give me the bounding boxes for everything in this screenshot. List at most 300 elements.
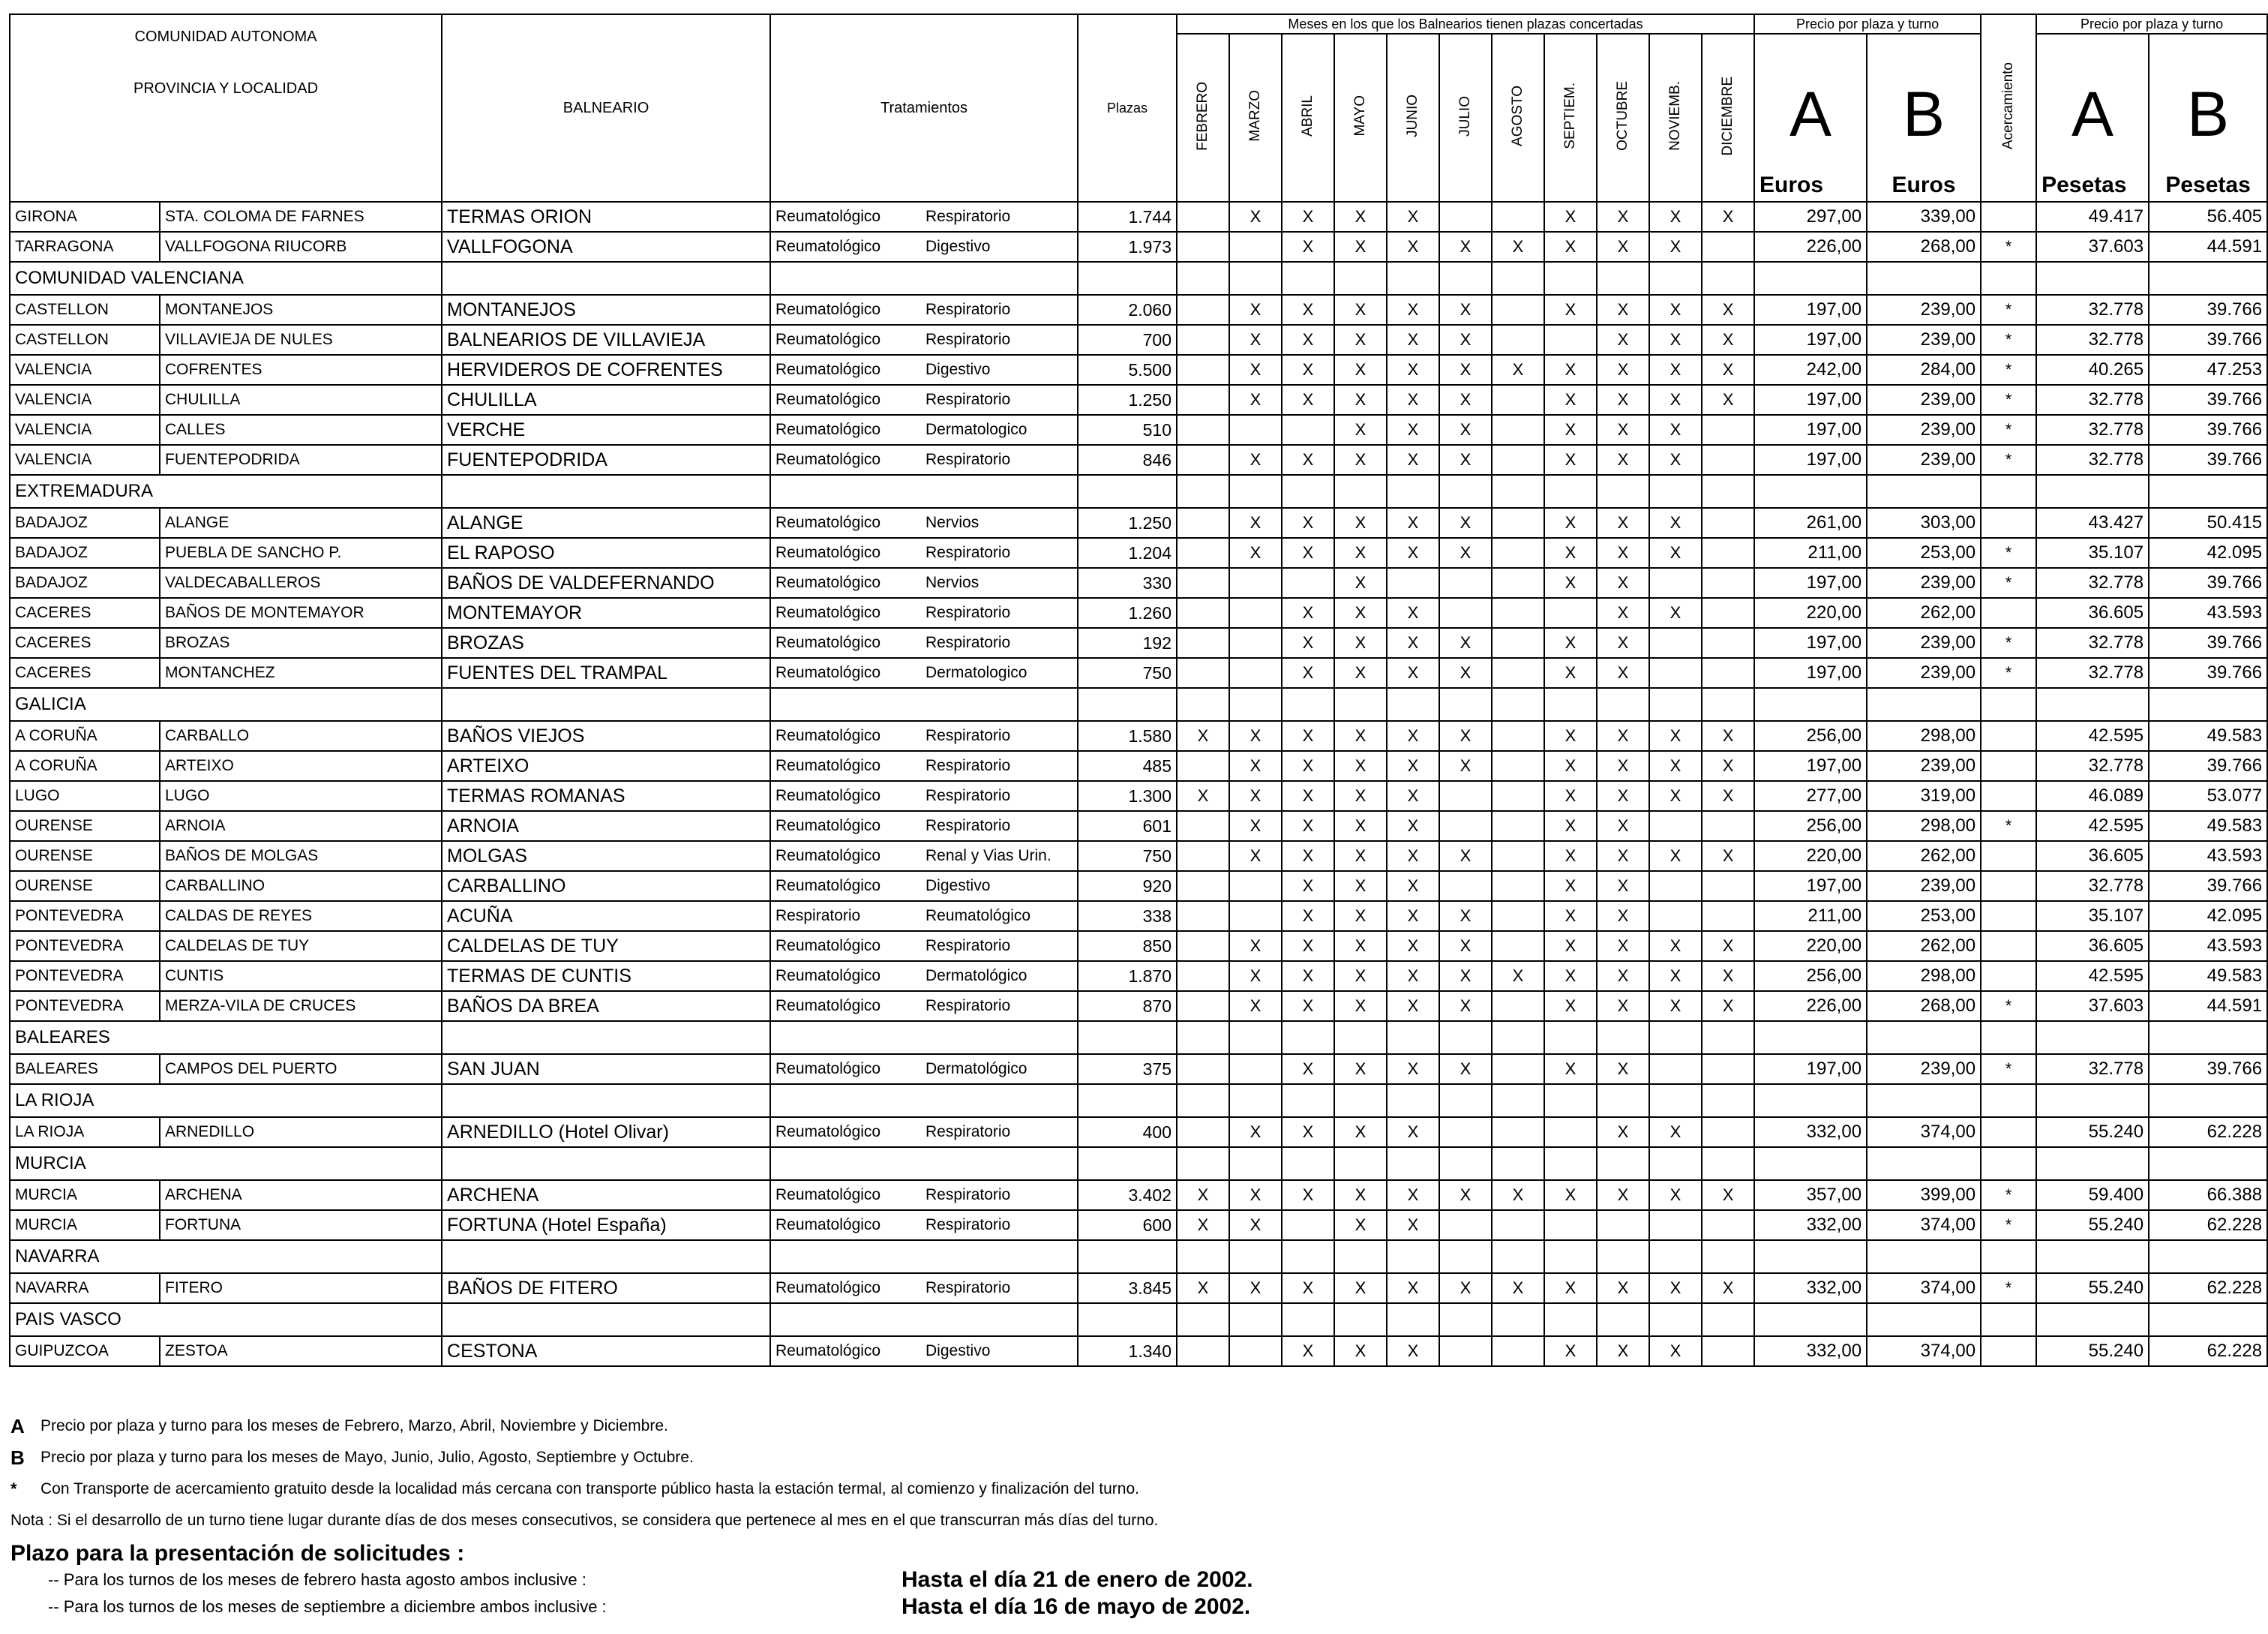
month-mark-octubre: X — [1597, 841, 1649, 871]
balneario-cell: FORTUNA (Hotel España) — [442, 1210, 770, 1240]
price-b-euros: 298,00 — [1867, 961, 1981, 991]
month-mark-mayo: X — [1334, 598, 1387, 628]
note-general — [10, 1505, 2238, 1536]
month-mark-octubre: X — [1597, 628, 1649, 658]
price-a-pesetas: 32.778 — [2036, 325, 2149, 355]
plazas-cell: 600 — [1078, 1210, 1177, 1240]
month-mark-agosto — [1492, 1336, 1544, 1366]
month-mark-febrero — [1177, 508, 1229, 538]
tratamientos-cell — [770, 751, 1078, 781]
tratamientos-cell — [770, 991, 1078, 1021]
price-b-pesetas: 39.766 — [2149, 658, 2267, 688]
price-a-pesetas: 32.778 — [2036, 295, 2149, 325]
empty-cell — [1439, 262, 1492, 295]
empty-cell — [1544, 1021, 1597, 1054]
month-mark-abril: X — [1282, 232, 1334, 262]
region-row — [10, 688, 2267, 721]
month-mark-marzo: X — [1229, 325, 1282, 355]
provincia-cell: VALENCIA — [10, 355, 160, 385]
month-mark-octubre: X — [1597, 751, 1649, 781]
empty-cell — [2036, 1021, 2149, 1054]
month-mark-abril: X — [1282, 781, 1334, 811]
price-b-pesetas: 62.228 — [2149, 1210, 2267, 1240]
empty-cell — [2149, 688, 2267, 721]
month-mark-abril: X — [1282, 325, 1334, 355]
month-mark-agosto — [1492, 385, 1544, 415]
plazas-cell: 700 — [1078, 325, 1177, 355]
tratamientos-cell — [770, 628, 1078, 658]
tratamientos-cell — [770, 445, 1078, 475]
empty-cell — [1492, 1021, 1544, 1054]
month-mark-noviemb: X — [1649, 445, 1702, 475]
price-a-euros: 197,00 — [1754, 1054, 1867, 1084]
price-a-euros: 332,00 — [1754, 1336, 1867, 1366]
note-b-text: Precio por plaza y turno para los meses de Mayo, Junio, Julio, Agosto, Septiembre y Octubre. — [40, 1449, 694, 1466]
month-mark-octubre: X — [1597, 811, 1649, 841]
price-a-euros: 197,00 — [1754, 415, 1867, 445]
acercamiento-cell: * — [1981, 325, 2036, 355]
month-mark-junio — [1387, 568, 1439, 598]
empty-cell — [770, 1147, 1078, 1180]
empty-cell — [1282, 1147, 1334, 1180]
month-mark-febrero — [1177, 202, 1229, 232]
month-mark-noviemb: X — [1649, 751, 1702, 781]
month-mark-julio: X — [1439, 628, 1492, 658]
header-price-b-euros — [1867, 34, 1981, 202]
month-mark-febrero — [1177, 385, 1229, 415]
month-mark-agosto — [1492, 1117, 1544, 1147]
empty-cell — [1867, 1084, 1981, 1117]
month-mark-marzo: X — [1229, 295, 1282, 325]
empty-cell — [2149, 1240, 2267, 1273]
month-mark-julio: X — [1439, 445, 1492, 475]
month-mark-noviemb: X — [1649, 295, 1702, 325]
empty-cell — [770, 1021, 1078, 1054]
empty-cell — [2036, 1147, 2149, 1180]
month-mark-octubre: X — [1597, 1054, 1649, 1084]
tratamiento-2: Dermatológico — [926, 967, 1028, 984]
balnearios-table — [9, 14, 2268, 1367]
header-a: A — [2072, 79, 2114, 149]
provincia-cell: GIRONA — [10, 202, 160, 232]
month-mark-noviemb — [1649, 1210, 1702, 1240]
localidad-cell: VALDECABALLEROS — [160, 568, 442, 598]
plazas-cell: 1.973 — [1078, 232, 1177, 262]
price-a-pesetas: 42.595 — [2036, 721, 2149, 751]
empty-cell — [1229, 475, 1282, 508]
month-mark-diciembre: X — [1702, 355, 1754, 385]
plazas-cell: 5.500 — [1078, 355, 1177, 385]
price-a-euros: 226,00 — [1754, 232, 1867, 262]
header-pesetas: Pesetas — [2042, 173, 2127, 197]
header-euros: Euros — [1892, 173, 1956, 197]
localidad-cell: CALLES — [160, 415, 442, 445]
month-mark-diciembre: X — [1702, 991, 1754, 1021]
header-month-label: OCTUBRE — [1615, 81, 1631, 151]
price-a-euros: 261,00 — [1754, 508, 1867, 538]
table-row — [10, 901, 2267, 931]
month-mark-noviemb — [1649, 811, 1702, 841]
empty-cell — [1597, 475, 1649, 508]
month-mark-febrero — [1177, 598, 1229, 628]
tratamiento-2: Respiratorio — [926, 1123, 1011, 1140]
empty-cell — [1078, 1303, 1177, 1336]
month-mark-abril — [1282, 568, 1334, 598]
price-b-euros: 239,00 — [1867, 415, 1981, 445]
month-mark-septiem: X — [1544, 568, 1597, 598]
month-mark-octubre: X — [1597, 1273, 1649, 1303]
month-mark-diciembre — [1702, 538, 1754, 568]
localidad-cell: FORTUNA — [160, 1210, 442, 1240]
empty-cell — [1078, 1021, 1177, 1054]
tratamientos-cell — [770, 1336, 1078, 1366]
month-mark-noviemb: X — [1649, 1117, 1702, 1147]
header-precio-euros: Precio por plaza y turno — [1754, 14, 1981, 34]
plazas-cell: 1.744 — [1078, 202, 1177, 232]
provincia-cell: LUGO — [10, 781, 160, 811]
provincia-cell: A CORUÑA — [10, 751, 160, 781]
tratamientos-cell — [770, 1117, 1078, 1147]
deadline-2 — [10, 1593, 2238, 1620]
month-mark-octubre: X — [1597, 508, 1649, 538]
empty-cell — [1387, 1021, 1439, 1054]
empty-cell — [1867, 1240, 1981, 1273]
month-mark-febrero: X — [1177, 1210, 1229, 1240]
price-b-euros: 239,00 — [1867, 568, 1981, 598]
tratamiento-1: Reumatológico — [776, 1342, 881, 1359]
month-mark-marzo — [1229, 232, 1282, 262]
empty-cell — [1981, 262, 2036, 295]
price-a-pesetas: 36.605 — [2036, 931, 2149, 961]
acercamiento-cell: * — [1981, 445, 2036, 475]
empty-cell — [2036, 475, 2149, 508]
tratamiento-1: Reumatológico — [776, 1216, 881, 1233]
empty-cell — [1334, 1084, 1387, 1117]
tratamientos-cell — [770, 508, 1078, 538]
price-a-euros: 197,00 — [1754, 658, 1867, 688]
empty-cell — [1754, 1240, 1867, 1273]
month-mark-diciembre — [1702, 1054, 1754, 1084]
month-mark-abril: X — [1282, 811, 1334, 841]
header-acercamiento-label: Acercamiento — [2000, 62, 2017, 150]
empty-cell — [1702, 1303, 1754, 1336]
provincia-cell: CASTELLON — [10, 295, 160, 325]
month-mark-abril: X — [1282, 721, 1334, 751]
empty-cell — [1334, 688, 1387, 721]
month-mark-agosto — [1492, 658, 1544, 688]
balneario-cell: ARNOIA — [442, 811, 770, 841]
month-mark-abril: X — [1282, 901, 1334, 931]
plazas-cell: 1.250 — [1078, 508, 1177, 538]
month-mark-octubre: X — [1597, 445, 1649, 475]
table-row — [10, 628, 2267, 658]
month-mark-marzo: X — [1229, 1117, 1282, 1147]
plazas-cell: 1.204 — [1078, 538, 1177, 568]
month-mark-agosto — [1492, 628, 1544, 658]
table-row — [10, 871, 2267, 901]
empty-cell — [1754, 688, 1867, 721]
note-star-key: * — [10, 1479, 17, 1498]
tratamiento-2: Respiratorio — [926, 331, 1011, 348]
month-mark-mayo: X — [1334, 385, 1387, 415]
price-a-pesetas: 42.595 — [2036, 961, 2149, 991]
deadline-1 — [10, 1566, 2238, 1593]
empty-cell — [1492, 1303, 1544, 1336]
tratamiento-1: Reumatológico — [776, 787, 881, 804]
month-mark-julio: X — [1439, 658, 1492, 688]
empty-cell — [442, 688, 770, 721]
empty-cell — [1177, 1240, 1229, 1273]
month-mark-agosto — [1492, 901, 1544, 931]
month-mark-diciembre: X — [1702, 202, 1754, 232]
table-row — [10, 325, 2267, 355]
month-mark-agosto — [1492, 781, 1544, 811]
table-row — [10, 841, 2267, 871]
acercamiento-cell — [1981, 598, 2036, 628]
month-mark-febrero — [1177, 658, 1229, 688]
tratamiento-1: Reumatológico — [776, 361, 881, 378]
header-month-label: JULIO — [1457, 95, 1474, 137]
header-month-label: JUNIO — [1405, 95, 1421, 137]
price-b-euros: 239,00 — [1867, 295, 1981, 325]
month-mark-agosto — [1492, 841, 1544, 871]
acercamiento-cell — [1981, 871, 2036, 901]
month-mark-diciembre: X — [1702, 325, 1754, 355]
header-balneario: BALNEARIO — [442, 14, 770, 202]
header-b: B — [2187, 79, 2230, 149]
empty-cell — [1544, 1084, 1597, 1117]
header-price-a-pesetas — [2036, 34, 2149, 202]
acercamiento-cell: * — [1981, 1180, 2036, 1210]
empty-cell — [1078, 1084, 1177, 1117]
month-mark-febrero — [1177, 751, 1229, 781]
price-a-pesetas: 32.778 — [2036, 568, 2149, 598]
header-b: B — [1903, 79, 1946, 149]
price-a-pesetas: 36.605 — [2036, 841, 2149, 871]
acercamiento-cell — [1981, 721, 2036, 751]
price-a-euros: 220,00 — [1754, 598, 1867, 628]
acercamiento-cell — [1981, 751, 2036, 781]
month-mark-julio: X — [1439, 325, 1492, 355]
empty-cell — [1177, 1084, 1229, 1117]
month-mark-agosto — [1492, 598, 1544, 628]
acercamiento-cell — [1981, 1336, 2036, 1366]
month-mark-febrero — [1177, 538, 1229, 568]
header-month-7 — [1544, 34, 1597, 202]
price-a-euros: 332,00 — [1754, 1273, 1867, 1303]
price-b-pesetas: 39.766 — [2149, 325, 2267, 355]
tratamientos-cell — [770, 871, 1078, 901]
balneario-cell: BAÑOS VIEJOS — [442, 721, 770, 751]
month-mark-marzo: X — [1229, 1210, 1282, 1240]
empty-cell — [1387, 1303, 1439, 1336]
region-row — [10, 1240, 2267, 1273]
month-mark-junio: X — [1387, 991, 1439, 1021]
price-b-pesetas: 39.766 — [2149, 751, 2267, 781]
month-mark-octubre: X — [1597, 871, 1649, 901]
month-mark-noviemb: X — [1649, 415, 1702, 445]
empty-cell — [1492, 1147, 1544, 1180]
localidad-cell: PUEBLA DE SANCHO P. — [160, 538, 442, 568]
price-a-pesetas: 35.107 — [2036, 901, 2149, 931]
plazas-cell: 3.402 — [1078, 1180, 1177, 1210]
header-month-6 — [1492, 34, 1544, 202]
empty-cell — [1177, 1021, 1229, 1054]
empty-cell — [1754, 1147, 1867, 1180]
empty-cell — [1229, 688, 1282, 721]
price-b-pesetas: 50.415 — [2149, 508, 2267, 538]
empty-cell — [1177, 262, 1229, 295]
empty-cell — [1754, 1084, 1867, 1117]
provincia-cell: CACERES — [10, 658, 160, 688]
price-a-euros: 332,00 — [1754, 1210, 1867, 1240]
empty-cell — [1597, 688, 1649, 721]
month-mark-junio: X — [1387, 871, 1439, 901]
month-mark-junio: X — [1387, 232, 1439, 262]
table-row — [10, 751, 2267, 781]
month-mark-septiem: X — [1544, 508, 1597, 538]
empty-cell — [1492, 688, 1544, 721]
month-mark-febrero: X — [1177, 781, 1229, 811]
table-row — [10, 1054, 2267, 1084]
month-mark-abril: X — [1282, 355, 1334, 385]
note-star — [10, 1473, 2238, 1505]
month-mark-noviemb: X — [1649, 1336, 1702, 1366]
empty-cell — [442, 1021, 770, 1054]
month-mark-mayo: X — [1334, 1336, 1387, 1366]
month-mark-marzo: X — [1229, 811, 1282, 841]
month-mark-noviemb: X — [1649, 1273, 1702, 1303]
month-mark-febrero — [1177, 901, 1229, 931]
empty-cell — [2149, 1303, 2267, 1336]
month-mark-mayo: X — [1334, 1117, 1387, 1147]
empty-cell — [1544, 1303, 1597, 1336]
price-a-euros: 297,00 — [1754, 202, 1867, 232]
month-mark-junio: X — [1387, 445, 1439, 475]
month-mark-marzo — [1229, 1054, 1282, 1084]
tratamientos-cell — [770, 385, 1078, 415]
month-mark-noviemb — [1649, 568, 1702, 598]
month-mark-junio: X — [1387, 598, 1439, 628]
month-mark-noviemb: X — [1649, 841, 1702, 871]
month-mark-abril: X — [1282, 445, 1334, 475]
month-mark-junio: X — [1387, 751, 1439, 781]
month-mark-septiem: X — [1544, 445, 1597, 475]
table-row — [10, 508, 2267, 538]
empty-cell — [1544, 475, 1597, 508]
balneario-cell: MOLGAS — [442, 841, 770, 871]
empty-cell — [1282, 1084, 1334, 1117]
table-row — [10, 415, 2267, 445]
tratamientos-cell — [770, 901, 1078, 931]
provincia-cell: BALEARES — [10, 1054, 160, 1084]
empty-cell — [1867, 475, 1981, 508]
plazas-cell: 1.340 — [1078, 1336, 1177, 1366]
balneario-cell: BROZAS — [442, 628, 770, 658]
month-mark-julio — [1439, 1117, 1492, 1147]
month-mark-mayo: X — [1334, 628, 1387, 658]
month-mark-julio: X — [1439, 1180, 1492, 1210]
month-mark-octubre: X — [1597, 598, 1649, 628]
region-name: BALEARES — [10, 1021, 442, 1054]
acercamiento-cell: * — [1981, 658, 2036, 688]
price-b-euros: 262,00 — [1867, 931, 1981, 961]
plazas-cell: 846 — [1078, 445, 1177, 475]
month-mark-marzo — [1229, 598, 1282, 628]
empty-cell — [442, 262, 770, 295]
tratamiento-2: Dermatologico — [926, 421, 1028, 438]
localidad-cell: CUNTIS — [160, 961, 442, 991]
empty-cell — [1229, 262, 1282, 295]
empty-cell — [1754, 1303, 1867, 1336]
month-mark-marzo: X — [1229, 781, 1282, 811]
month-mark-febrero — [1177, 415, 1229, 445]
month-mark-agosto — [1492, 325, 1544, 355]
empty-cell — [770, 1084, 1078, 1117]
price-b-euros: 319,00 — [1867, 781, 1981, 811]
month-mark-agosto — [1492, 295, 1544, 325]
table-row — [10, 355, 2267, 385]
empty-cell — [1439, 475, 1492, 508]
tratamientos-cell — [770, 841, 1078, 871]
provincia-cell: TARRAGONA — [10, 232, 160, 262]
month-mark-diciembre: X — [1702, 751, 1754, 781]
tratamientos-cell — [770, 295, 1078, 325]
plazas-cell: 920 — [1078, 871, 1177, 901]
tratamientos-cell — [770, 931, 1078, 961]
tratamiento-1: Reumatológico — [776, 574, 881, 591]
month-mark-octubre: X — [1597, 901, 1649, 931]
month-mark-septiem: X — [1544, 901, 1597, 931]
plazas-cell: 1.300 — [1078, 781, 1177, 811]
provincia-cell: BADAJOZ — [10, 568, 160, 598]
localidad-cell: ALANGE — [160, 508, 442, 538]
tratamiento-1: Reumatológico — [776, 1060, 881, 1077]
empty-cell — [1649, 1240, 1702, 1273]
month-mark-julio: X — [1439, 295, 1492, 325]
empty-cell — [1597, 1021, 1649, 1054]
empty-cell — [2149, 475, 2267, 508]
table-row — [10, 991, 2267, 1021]
region-name: LA RIOJA — [10, 1084, 442, 1117]
empty-cell — [442, 1240, 770, 1273]
price-a-pesetas: 36.605 — [2036, 598, 2149, 628]
month-mark-agosto — [1492, 751, 1544, 781]
balneario-cell: TERMAS ORION — [442, 202, 770, 232]
tratamiento-1: Reumatológico — [776, 331, 881, 348]
region-row — [10, 1303, 2267, 1336]
tratamiento-2: Respiratorio — [926, 787, 1011, 804]
plazas-cell: 338 — [1078, 901, 1177, 931]
month-mark-julio — [1439, 598, 1492, 628]
price-a-pesetas: 37.603 — [2036, 232, 2149, 262]
acercamiento-cell: * — [1981, 232, 2036, 262]
provincia-cell: OURENSE — [10, 841, 160, 871]
tratamiento-2: Respiratorio — [926, 757, 1011, 774]
price-b-euros: 239,00 — [1867, 658, 1981, 688]
month-mark-marzo: X — [1229, 445, 1282, 475]
tratamientos-cell — [770, 568, 1078, 598]
empty-cell — [1334, 1021, 1387, 1054]
plazas-cell: 750 — [1078, 841, 1177, 871]
header-month-label: MARZO — [1247, 90, 1264, 142]
tratamiento-1: Reumatológico — [776, 451, 881, 468]
tratamientos-cell — [770, 232, 1078, 262]
month-mark-febrero: X — [1177, 721, 1229, 751]
tratamientos-cell — [770, 355, 1078, 385]
month-mark-julio: X — [1439, 415, 1492, 445]
price-b-euros: 253,00 — [1867, 538, 1981, 568]
